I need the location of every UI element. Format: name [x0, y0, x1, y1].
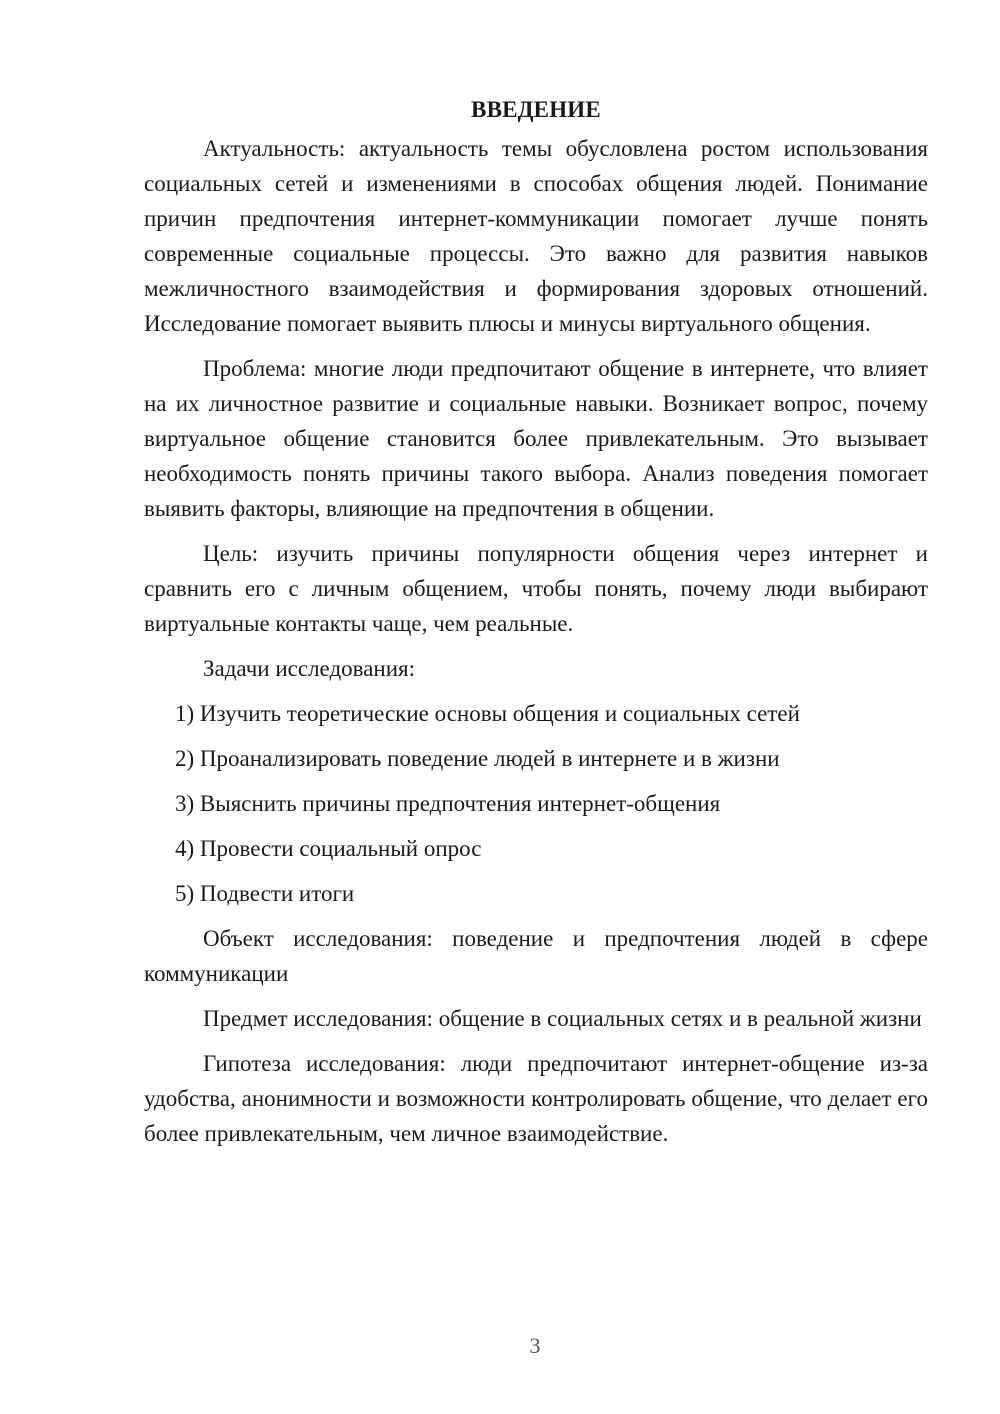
document-page [144, 92, 928, 1161]
task-item-1: 1) Изучить теоретические основы общения и социальных сетей [175, 701, 800, 726]
tasks-heading: Задачи исследования: [203, 656, 416, 681]
tasks-list [144, 696, 928, 911]
goal-paragraph: Цель: изучить причины популярности общения через интернет и сравнить его с личным общением, чтобы понять, почему люди выбирают виртуальные контакты чаще, чем реальные. [144, 541, 928, 636]
task-item-3: 3) Выяснить причины предпочтения интернет-общения [175, 791, 721, 816]
page-title: ВВЕДЕНИЕ [471, 97, 601, 122]
object-paragraph: Объект исследования: поведение и предпочтения людей в сфере коммуникации [144, 926, 928, 986]
subject-paragraph: Предмет исследования: общение в социальных сетях и в реальной жизни [203, 1006, 922, 1031]
page-number: 3 [529, 1333, 541, 1358]
task-item-4: 4) Провести социальный опрос [175, 836, 482, 861]
relevance-paragraph: Актуальность: актуальность темы обусловлена ростом использования социальных сетей и изменениями в способах общения людей. Понимание причин предпочтения интернет-коммуникации помогает лучше понять современные социальные процессы. Это важно для развития навыков межличностного взаимодействия и формирования здоровых отношений. Исследование помогает выявить плюсы и минусы виртуального общения. [144, 136, 928, 336]
task-item-5: 5) Подвести итоги [175, 881, 355, 906]
problem-paragraph: Проблема: многие люди предпочитают общение в интернете, что влияет на их личностное развитие и социальные навыки. Возникает вопрос, почему виртуальное общение становится более привлекательным. Это вызывает необходимость понять причины такого выбора. Анализ поведения помогает выявить факторы, влияющие на предпочтения в общении. [144, 356, 928, 521]
hypothesis-paragraph: Гипотеза исследования: люди предпочитают интернет-общение из-за удобства, анонимности и возможности контролировать общение, что делает его более привлекательным, чем личное взаимодействие. [144, 1051, 928, 1146]
task-item-2: 2) Проанализировать поведение людей в интернете и в жизни [175, 746, 780, 771]
